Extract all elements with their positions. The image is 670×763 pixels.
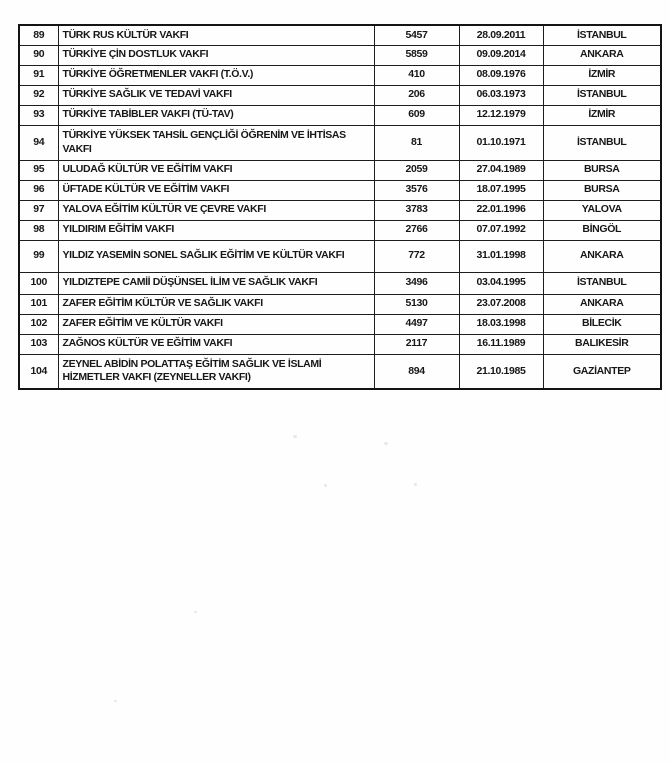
city-cell: ANKARA (543, 294, 661, 314)
registry-number-cell: 410 (374, 65, 459, 85)
scan-speck (414, 483, 417, 486)
scan-speck (293, 435, 297, 438)
scan-speck (384, 442, 388, 445)
registry-number-cell: 206 (374, 85, 459, 105)
row-number-cell: 90 (19, 45, 58, 65)
table-row (19, 160, 661, 180)
foundation-name-cell: TÜRK RUS KÜLTÜR VAKFI (58, 25, 374, 45)
city-cell: ANKARA (543, 45, 661, 65)
registry-number-cell: 2059 (374, 160, 459, 180)
city-cell: GAZİANTEP (543, 354, 661, 389)
city-cell: İSTANBUL (543, 125, 661, 160)
foundation-name-cell: YILDIZ YASEMİN SONEL SAĞLIK EĞİTİM VE KÜLTÜR VAKFI (58, 240, 374, 272)
scan-speck (324, 484, 327, 487)
row-number-cell: 103 (19, 334, 58, 354)
row-number-cell: 92 (19, 85, 58, 105)
foundation-name-cell: ZAFER EĞİTİM VE KÜLTÜR VAKFI (58, 314, 374, 334)
row-number-cell: 100 (19, 272, 58, 294)
table-row (19, 45, 661, 65)
row-number-cell: 99 (19, 240, 58, 272)
city-cell: İZMİR (543, 105, 661, 125)
date-cell: 16.11.1989 (459, 334, 543, 354)
city-cell: BALIKESİR (543, 334, 661, 354)
registry-number-cell: 5130 (374, 294, 459, 314)
date-cell: 31.01.1998 (459, 240, 543, 272)
registry-number-cell: 4497 (374, 314, 459, 334)
city-cell: BİNGÖL (543, 220, 661, 240)
registry-number-cell: 3496 (374, 272, 459, 294)
date-cell: 09.09.2014 (459, 45, 543, 65)
foundation-name-cell: TÜRKİYE ÖĞRETMENLER VAKFI (T.Ö.V.) (58, 65, 374, 85)
row-number-cell: 98 (19, 220, 58, 240)
scan-speck (114, 700, 117, 702)
foundation-name-cell: TÜRKİYE YÜKSEK TAHSİL GENÇLİĞİ ÖĞRENİM VE İHTİSAS VAKFI (58, 125, 374, 160)
table-row (19, 25, 661, 45)
table-row (19, 272, 661, 294)
table-row (19, 294, 661, 314)
registry-number-cell: 81 (374, 125, 459, 160)
foundation-name-cell: ZAĞNOS KÜLTÜR VE EĞİTİM VAKFI (58, 334, 374, 354)
row-number-cell: 102 (19, 314, 58, 334)
row-number-cell: 95 (19, 160, 58, 180)
date-cell: 22.01.1996 (459, 200, 543, 220)
table-row (19, 334, 661, 354)
table-row (19, 85, 661, 105)
city-cell: ANKARA (543, 240, 661, 272)
date-cell: 18.03.1998 (459, 314, 543, 334)
table-row (19, 180, 661, 200)
row-number-cell: 101 (19, 294, 58, 314)
date-cell: 27.04.1989 (459, 160, 543, 180)
row-number-cell: 89 (19, 25, 58, 45)
registry-number-cell: 2117 (374, 334, 459, 354)
date-cell: 01.10.1971 (459, 125, 543, 160)
city-cell: İSTANBUL (543, 85, 661, 105)
registry-number-cell: 894 (374, 354, 459, 389)
date-cell: 28.09.2011 (459, 25, 543, 45)
table-row (19, 240, 661, 272)
foundation-name-cell: ULUDAĞ KÜLTÜR VE EĞİTİM VAKFI (58, 160, 374, 180)
foundation-name-cell: YILDIZTEPE CAMİİ DÜŞÜNSEL İLİM VE SAĞLIK VAKFI (58, 272, 374, 294)
table-row (19, 125, 661, 160)
table-row (19, 314, 661, 334)
table-row (19, 65, 661, 85)
date-cell: 12.12.1979 (459, 105, 543, 125)
foundation-name-cell: TÜRKİYE TABİBLER VAKFI (TÜ-TAV) (58, 105, 374, 125)
scan-speck (194, 611, 197, 613)
city-cell: İZMİR (543, 65, 661, 85)
table-row (19, 105, 661, 125)
foundation-name-cell: YILDIRIM EĞİTİM VAKFI (58, 220, 374, 240)
registry-number-cell: 2766 (374, 220, 459, 240)
city-cell: BİLECİK (543, 314, 661, 334)
row-number-cell: 93 (19, 105, 58, 125)
foundations-table (18, 24, 662, 390)
registry-number-cell: 609 (374, 105, 459, 125)
table-row (19, 220, 661, 240)
city-cell: BURSA (543, 180, 661, 200)
date-cell: 03.04.1995 (459, 272, 543, 294)
foundation-name-cell: ÜFTADE KÜLTÜR VE EĞİTİM VAKFI (58, 180, 374, 200)
foundation-name-cell: ZEYNEL ABİDİN POLATTAŞ EĞİTİM SAĞLIK VE İSLAMİ HİZMETLER VAKFI (ZEYNELLER VAKFI) (58, 354, 374, 389)
city-cell: BURSA (543, 160, 661, 180)
row-number-cell: 96 (19, 180, 58, 200)
foundation-name-cell: TÜRKİYE SAĞLIK VE TEDAVİ VAKFI (58, 85, 374, 105)
foundation-name-cell: YALOVA EĞİTİM KÜLTÜR VE ÇEVRE VAKFI (58, 200, 374, 220)
date-cell: 08.09.1976 (459, 65, 543, 85)
city-cell: YALOVA (543, 200, 661, 220)
date-cell: 06.03.1973 (459, 85, 543, 105)
row-number-cell: 94 (19, 125, 58, 160)
row-number-cell: 104 (19, 354, 58, 389)
registry-number-cell: 5859 (374, 45, 459, 65)
row-number-cell: 91 (19, 65, 58, 85)
city-cell: İSTANBUL (543, 272, 661, 294)
foundations-table-body (19, 25, 661, 389)
foundation-name-cell: TÜRKİYE ÇİN DOSTLUK VAKFI (58, 45, 374, 65)
table-row (19, 200, 661, 220)
date-cell: 07.07.1992 (459, 220, 543, 240)
table-row (19, 354, 661, 389)
row-number-cell: 97 (19, 200, 58, 220)
date-cell: 18.07.1995 (459, 180, 543, 200)
registry-number-cell: 3576 (374, 180, 459, 200)
date-cell: 21.10.1985 (459, 354, 543, 389)
city-cell: İSTANBUL (543, 25, 661, 45)
registry-number-cell: 5457 (374, 25, 459, 45)
registry-number-cell: 772 (374, 240, 459, 272)
date-cell: 23.07.2008 (459, 294, 543, 314)
registry-number-cell: 3783 (374, 200, 459, 220)
foundation-name-cell: ZAFER EĞİTİM KÜLTÜR VE SAĞLIK VAKFI (58, 294, 374, 314)
